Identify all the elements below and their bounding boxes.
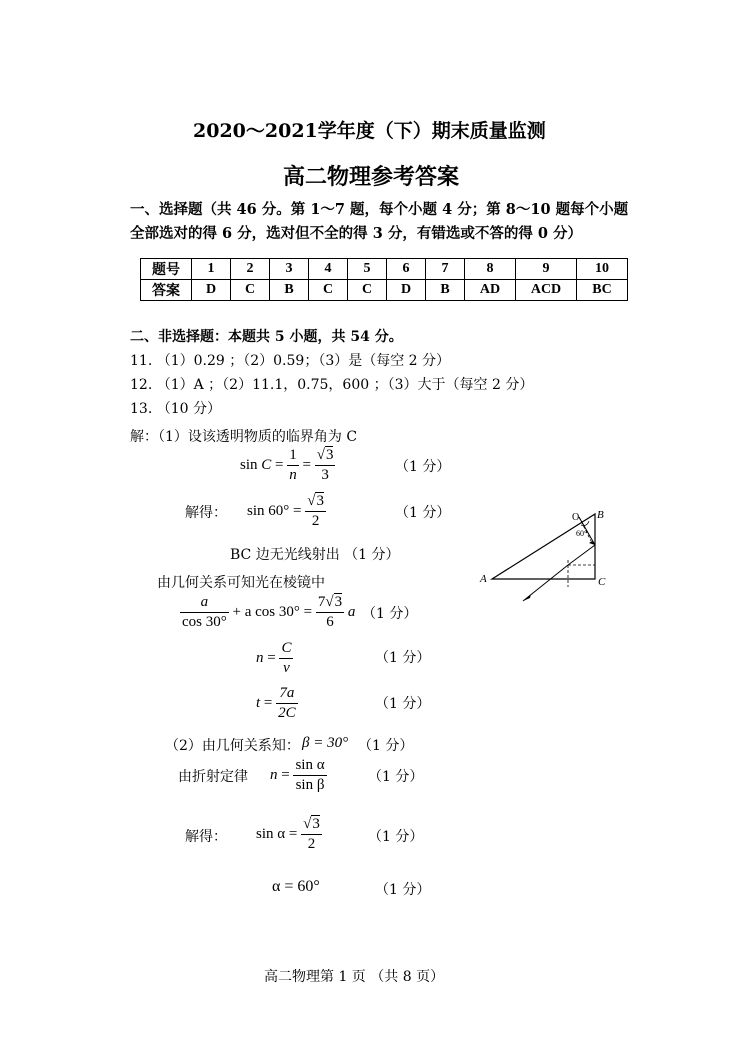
table-cell: C [231, 280, 270, 301]
table-cell: 6 [387, 259, 426, 280]
light-ray [568, 545, 595, 565]
geometry-text: 由几何关系可知光在棱镜中 [157, 575, 325, 591]
fraction: $\frac{a}{\cos 30^\circ}$ [182, 594, 227, 630]
equation-sin60: sin 60° = $\frac{√3}{2}$ [247, 493, 324, 529]
fraction: $\frac{√3}{2}$ [307, 493, 324, 529]
table-cell: 10 [577, 259, 628, 280]
jiede-label-2: 解得： [185, 829, 227, 845]
bc-no-light-text: BC 边无光线射出 （1 分） [230, 547, 400, 563]
prism-triangle [492, 514, 595, 579]
label-B: B [597, 509, 604, 521]
fraction: $\frac{\text{sin α}}{\text{sin β}}$ [295, 757, 325, 793]
jiede-label: 解得： [185, 505, 227, 521]
score-point: （1 分） [395, 459, 451, 475]
table-cell: 3 [270, 259, 309, 280]
equation-path: $\frac{a}{\cos 30^\circ}$ + a cos 30° = $\frac{7√3}{6}$ a [182, 594, 356, 630]
fraction: $\frac{√3}{2}$ [303, 816, 320, 852]
section1-line1: 一、选择题（共 46 分。第 1～7 题，每个小题 4 分；第 8～10 题每个小题 [130, 201, 629, 218]
fraction: $\frac{√3}{3}$ [316, 447, 334, 483]
score-point: （1 分） [375, 882, 431, 898]
equation-beta: β = 30° [302, 735, 349, 751]
table-cell: ACD [516, 280, 577, 301]
answer-q12: 12. （1）A ；（2）11.1，0.75，600 ；（3）大于（每空 2 分） [130, 377, 534, 393]
table-header-cell: 题号 [141, 259, 192, 280]
table-cell: 8 [465, 259, 516, 280]
table-cell: 7 [426, 259, 465, 280]
fraction: $\frac{7a}{2C}$ [278, 685, 296, 721]
page-subtitle: 高二物理参考答案 [283, 164, 460, 190]
table-cell: C [309, 280, 348, 301]
score-point: （1 分） [362, 606, 418, 622]
fraction: $\frac{C}{v}$ [281, 640, 292, 676]
page-footer: 高二物理第 1 页 （共 8 页） [264, 969, 445, 985]
equation-alpha: α = 60° [272, 878, 320, 895]
table-cell: B [426, 280, 465, 301]
table-header-cell: 答案 [141, 280, 192, 301]
prism-diagram [475, 505, 615, 610]
table-cell: 4 [309, 259, 348, 280]
section1-line2: 全部选对的得 6 分，选对但不全的得 3 分，有错选或不答的得 0 分） [130, 225, 583, 242]
label-O: O [572, 512, 580, 523]
table-row [141, 280, 628, 301]
table-cell: 2 [231, 259, 270, 280]
part2-label: （2）由几何关系知： [165, 738, 300, 754]
label-C: C [598, 576, 606, 588]
score-point: （1 分） [358, 738, 414, 754]
score-point: （1 分） [368, 829, 424, 845]
table-cell: 9 [516, 259, 577, 280]
table-cell: B [270, 280, 309, 301]
answer-table [140, 258, 628, 301]
table-cell: AD [465, 280, 516, 301]
equation-sinC: sin C = $\frac{1}{n}$ = $\frac{√3}{3}$ [240, 447, 334, 483]
score-point: （1 分） [375, 696, 431, 712]
solution-intro: 解：（1）设该透明物质的临界角为 C [130, 429, 358, 445]
score-point: （1 分） [395, 505, 451, 521]
answer-q11: 11. （1）0.29 ；（2）0.59；（3）是（每空 2 分） [130, 353, 451, 369]
page-title: 2020～2021学年度（下）期末质量监测 [193, 120, 546, 142]
label-A: A [480, 573, 487, 585]
fraction: $\frac{7√3}{6}$ [317, 594, 343, 630]
score-point: （1 分） [375, 650, 431, 666]
table-cell: 1 [192, 259, 231, 280]
refraction-label: 由折射定律 [178, 769, 248, 785]
answer-q13: 13. （10 分） [130, 401, 221, 417]
fraction: $\frac{1}{n}$ [289, 447, 297, 483]
table-cell: D [192, 280, 231, 301]
table-cell: C [348, 280, 387, 301]
equation-n: n = $\frac{C}{v}$ [256, 640, 292, 676]
equation-refraction: n = $\frac{\text{sin α}}{\text{sin β}}$ [270, 757, 325, 793]
section2-heading: 二、非选择题：本题共 5 小题，共 54 分。 [130, 329, 403, 345]
label-angle: 60° [576, 529, 588, 538]
table-row [141, 259, 628, 280]
equation-sin-alpha: sin α = $\frac{√3}{2}$ [256, 816, 320, 852]
equation-t: t = $\frac{7a}{2C}$ [256, 685, 296, 721]
table-cell: 5 [348, 259, 387, 280]
table-cell: D [387, 280, 426, 301]
score-point: （1 分） [368, 769, 424, 785]
table-cell: BC [577, 280, 628, 301]
